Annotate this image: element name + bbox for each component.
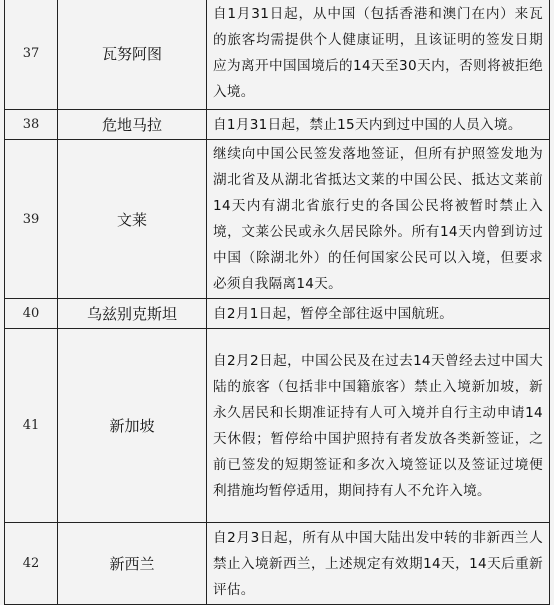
table-row xyxy=(5,0,550,110)
row-number: 39 xyxy=(5,140,58,299)
policy-text: 自2月3日起，所有从中国大陆出发中转的非新西兰人禁止入境新西兰，上述规定有效期14天，14天后重新评估。 xyxy=(207,523,550,605)
table-row xyxy=(5,299,550,329)
country-name: 新西兰 xyxy=(58,523,207,605)
table-row xyxy=(5,140,550,299)
policy-text: 继续向中国公民签发落地签证，但所有护照签发地为湖北省及从湖北省抵达文莱的中国公民、抵达文莱前14天内有湖北省旅行史的各国公民将被暂时禁止入境，文莱公民或永久居民除外。所有14天内曾到访过中国（除湖北外）的任何国家公民可以入境，但要求必须自我隔离14天。 xyxy=(207,140,550,299)
country-name: 危地马拉 xyxy=(58,110,207,140)
policy-text: 自1月31日起，从中国（包括香港和澳门在内）来瓦的旅客均需提供个人健康证明，且该证明的签发日期应为离开中国国境后的14天至30天内，否则将被拒绝入境。 xyxy=(207,0,550,110)
row-number: 40 xyxy=(5,299,58,329)
row-number: 37 xyxy=(5,0,58,110)
row-number: 42 xyxy=(5,523,58,605)
policy-text: 自1月31日起，禁止15天内到过中国的人员入境。 xyxy=(207,110,550,140)
country-name: 文莱 xyxy=(58,140,207,299)
entry-restrictions-table xyxy=(4,0,550,605)
row-number: 38 xyxy=(5,110,58,140)
policy-text: 自2月1日起，暂停全部往返中国航班。 xyxy=(207,299,550,329)
row-number: 41 xyxy=(5,329,58,523)
country-name: 新加坡 xyxy=(58,329,207,523)
table-row xyxy=(5,110,550,140)
policy-text: 自2月2日起，中国公民及在过去14天曾经去过中国大陆的旅客（包括非中国籍旅客）禁止入境新加坡，新永久居民和长期准证持有人可入境并自行主动申请14天休假；暂停给中国护照持有者发放各类新签证，之前已签发的短期签证和多次入境签证以及签证过境便利措施均暂停适用，期间持有人不允许入境。 xyxy=(207,329,550,523)
country-name: 瓦努阿图 xyxy=(58,0,207,110)
table-row xyxy=(5,523,550,605)
country-name: 乌兹别克斯坦 xyxy=(58,299,207,329)
table-row xyxy=(5,329,550,523)
